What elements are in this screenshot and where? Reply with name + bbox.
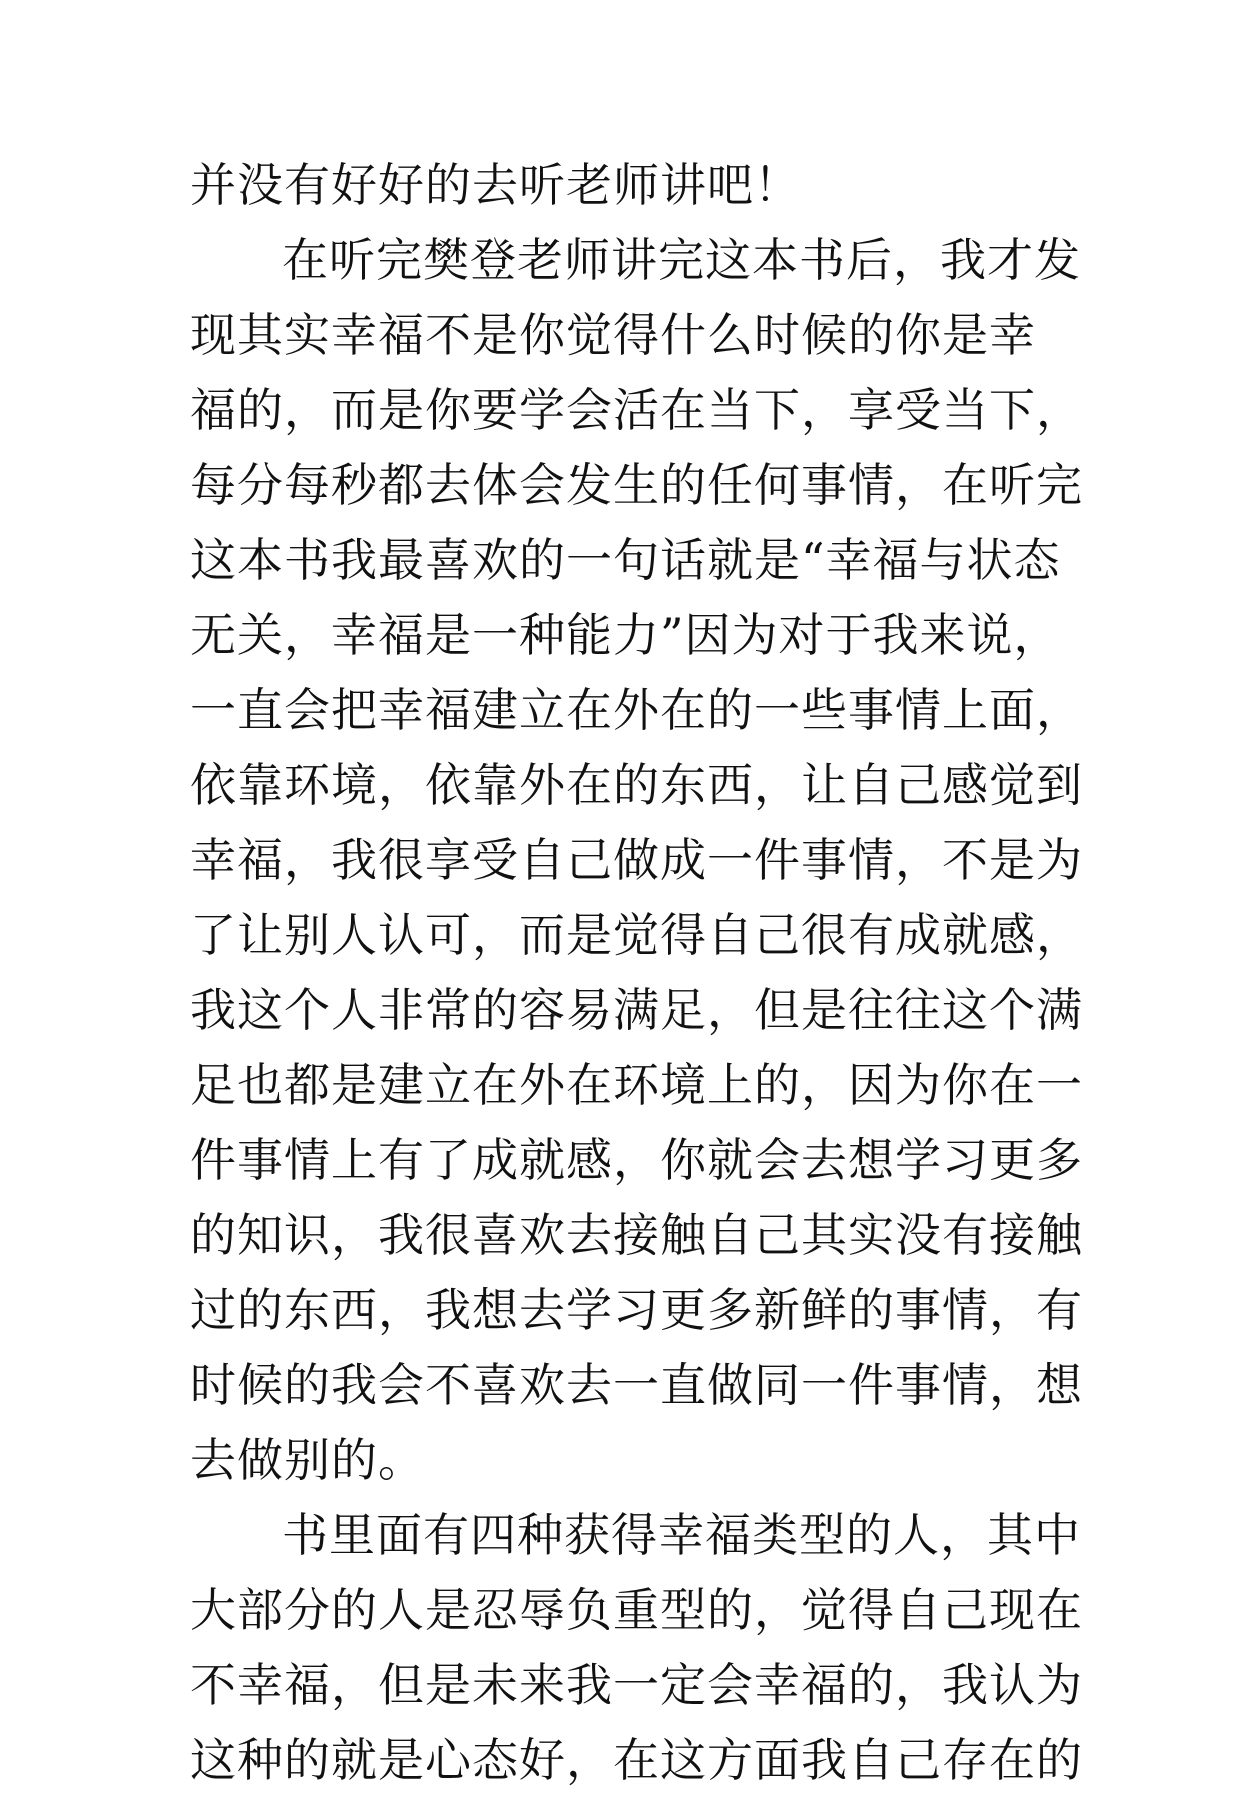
text-line: 福的，而是你要学会活在当下，享受当下， <box>190 383 1083 437</box>
text-line: 大部分的人是忍辱负重型的，觉得自己现在 <box>190 1583 1083 1637</box>
text-line: 这种的就是心态好，在这方面我自己存在的 <box>190 1733 1083 1787</box>
text-line: 了让别人认可，而是觉得自己很有成就感， <box>190 908 1083 962</box>
text-line: 幸福，我很享受自己做成一件事情，不是为 <box>190 833 1083 887</box>
text-line: 并没有好好的去听老师讲吧！ <box>190 158 801 212</box>
paragraph-start-line: 在听完樊登老师讲完这本书后，我才发 <box>282 233 1081 287</box>
paragraph-start-line: 书里面有四种获得幸福类型的人，其中 <box>282 1508 1081 1562</box>
body-text <box>190 148 1083 1798</box>
text-line: 无关，幸福是一种能力”因为对于我来说， <box>190 608 1061 662</box>
text-line: 足也都是建立在外在环境上的，因为你在一 <box>190 1058 1083 1112</box>
text-line: 时候的我会不喜欢去一直做同一件事情，想 <box>190 1358 1083 1412</box>
text-line: 件事情上有了成就感，你就会去想学习更多 <box>190 1133 1083 1187</box>
text-line: 不幸福，但是未来我一定会幸福的，我认为 <box>190 1658 1083 1712</box>
text-line: 的知识，我很喜欢去接触自己其实没有接触 <box>190 1208 1083 1262</box>
text-line: 依靠环境，依靠外在的东西，让自己感觉到 <box>190 758 1083 812</box>
text-line: 这本书我最喜欢的一句话就是“幸福与状态 <box>190 533 1061 587</box>
text-line: 我这个人非常的容易满足，但是往往这个满 <box>190 983 1083 1037</box>
text-line: 每分每秒都去体会发生的任何事情，在听完 <box>190 458 1083 512</box>
text-line: 过的东西，我想去学习更多新鲜的事情，有 <box>190 1283 1083 1337</box>
text-line: 去做别的。 <box>190 1433 425 1487</box>
text-line: 现其实幸福不是你觉得什么时候的你是幸 <box>190 308 1036 362</box>
text-line: 一直会把幸福建立在外在的一些事情上面， <box>190 683 1083 737</box>
